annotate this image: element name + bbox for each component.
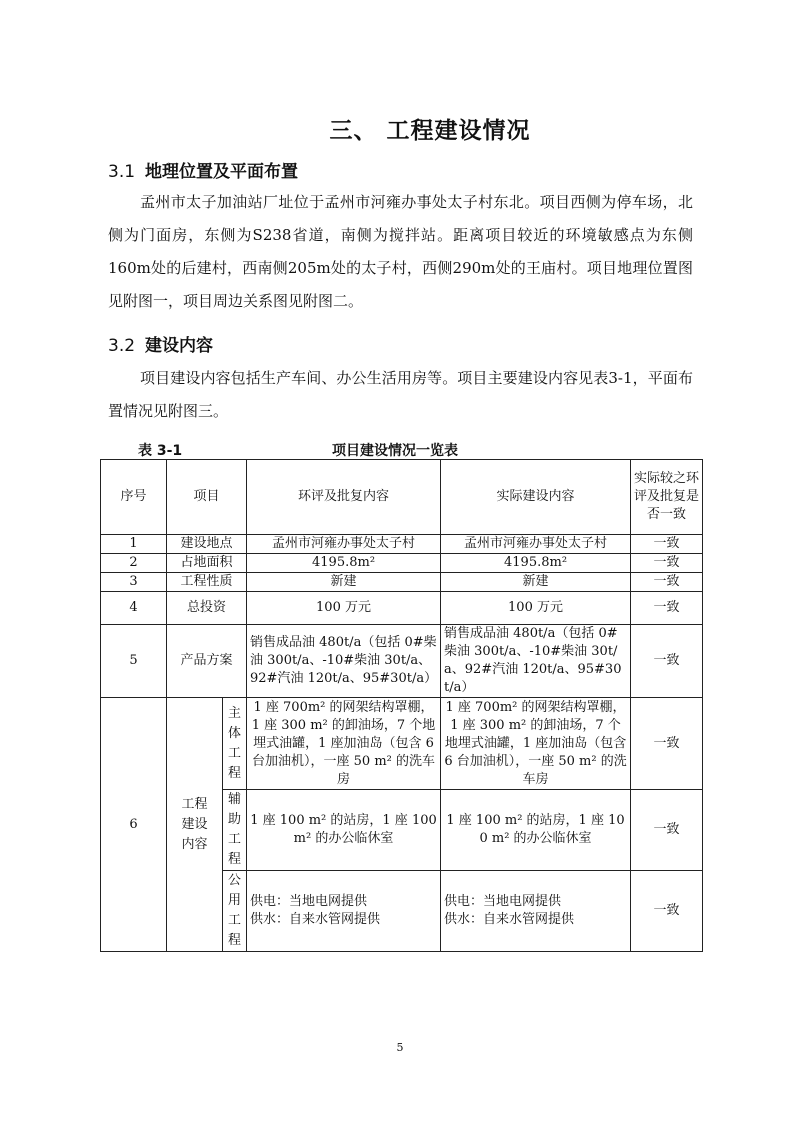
cell-item: 建设地点 (167, 535, 247, 554)
section-heading-3-1 (108, 157, 298, 182)
section-number: 3.1 (108, 162, 136, 182)
table-row (101, 625, 703, 698)
section-heading-3-2 (108, 331, 213, 356)
cell-consistent: 一致 (631, 554, 703, 573)
cell-item (167, 698, 223, 952)
table-row (101, 535, 703, 554)
table-row (101, 573, 703, 592)
utility-line: 供电：当地电网提供 (444, 894, 562, 909)
cell-eia (247, 871, 441, 952)
cell-consistent: 一致 (631, 790, 703, 871)
sub-item-label: 公用工程 (227, 873, 241, 948)
table-row (101, 698, 703, 790)
chapter-title: 三、 工程建设情况 (329, 118, 531, 144)
header-cell: 环评及批复内容 (247, 460, 441, 535)
cell-no: 3 (101, 573, 167, 592)
cell-item-text: 工程建设内容 (181, 796, 208, 852)
cell-no: 2 (101, 554, 167, 573)
cell-actual: 100 万元 (441, 592, 631, 625)
cell-no: 5 (101, 625, 167, 698)
cell-item: 工程性质 (167, 573, 247, 592)
construction-table (100, 459, 703, 952)
cell-actual: 新建 (441, 573, 631, 592)
cell-item: 总投资 (167, 592, 247, 625)
header-cell: 序号 (101, 460, 167, 535)
sub-item-label: 主体工程 (227, 705, 241, 781)
cell-eia: 100 万元 (247, 592, 441, 625)
table-row (101, 554, 703, 573)
cell-consistent: 一致 (631, 535, 703, 554)
sub-item-cell (223, 871, 247, 952)
section-number: 3.2 (108, 336, 136, 356)
cell-actual: 孟州市河雍办事处太子村 (441, 535, 631, 554)
cell-eia: 1 座 700m² 的网架结构罩棚，1 座 300 m² 的卸油场，7 个地埋式油罐，1 座加油岛（包含 6 台加油机），一座 50 m² 的洗车房 (247, 698, 441, 790)
table-row (101, 592, 703, 625)
section-title: 建设内容 (145, 336, 214, 356)
cell-consistent: 一致 (631, 871, 703, 952)
cell-consistent: 一致 (631, 698, 703, 790)
cell-actual (441, 871, 631, 952)
cell-no: 4 (101, 592, 167, 625)
sub-item-cell (223, 698, 247, 790)
section-paragraph-3-1: 孟州市太子加油站厂址位于孟州市河雍办事处太子村东北。项目西侧为停车场，北侧为门面房，东侧为S238省道，南侧为搅拌站。距离项目较近的环境敏感点为东侧160m处的后建村，西南侧205m处的太子村，西侧290m处的王庙村。项目地理位置图见附图一，项目周边关系图见附图二。 (108, 193, 693, 310)
page-number: 5 (396, 1041, 404, 1054)
section-title: 地理位置及平面布置 (145, 162, 299, 182)
cell-consistent: 一致 (631, 592, 703, 625)
cell-item: 产品方案 (167, 625, 247, 698)
utility-line: 供水：自来水管网提供 (444, 912, 575, 927)
sub-item-label: 辅助工程 (227, 792, 241, 867)
cell-no: 1 (101, 535, 167, 554)
sub-item-cell (223, 790, 247, 871)
cell-consistent: 一致 (631, 625, 703, 698)
header-cell: 项目 (167, 460, 247, 535)
cell-eia: 新建 (247, 573, 441, 592)
table-title: 项目建设情况一览表 (332, 443, 458, 459)
cell-actual: 1 座 700m² 的网架结构罩棚，1 座 300 m² 的卸油场，7 个地埋式油罐，1 座加油岛（包含 6 台加油机），一座 50 m² 的洗车房 (441, 698, 631, 790)
section-paragraph-3-2: 项目建设内容包括生产车间、办公生活用房等。项目主要建设内容见表3-1，平面布置情况见附图三。 (108, 369, 693, 420)
cell-actual: 1 座 100 m² 的站房，1 座 100 m² 的办公临休室 (441, 790, 631, 871)
header-cell: 实际建设内容 (441, 460, 631, 535)
cell-no: 6 (101, 698, 167, 952)
cell-consistent: 一致 (631, 573, 703, 592)
utility-line: 供电：当地电网提供 (250, 894, 368, 909)
cell-eia: 孟州市河雍办事处太子村 (247, 535, 441, 554)
utility-line: 供水：自来水管网提供 (250, 912, 381, 927)
cell-item: 占地面积 (167, 554, 247, 573)
cell-actual: 销售成品油 480t/a（包括 0#柴油 300t/a、-10#柴油 30t/a、92#汽油 120t/a、95#30t/a） (441, 625, 631, 698)
table-header-row (101, 460, 703, 535)
cell-eia: 销售成品油 480t/a（包括 0#柴油 300t/a、-10#柴油 30t/a、92#汽油 120t/a、95#30t/a） (247, 625, 441, 698)
header-cell: 实际较之环评及批复是否一致 (631, 460, 703, 535)
cell-eia: 1 座 100 m² 的站房，1 座 100 m² 的办公临休室 (247, 790, 441, 871)
cell-actual: 4195.8m² (441, 554, 631, 573)
cell-eia: 4195.8m² (247, 554, 441, 573)
table-number: 表 3-1 (138, 443, 183, 459)
